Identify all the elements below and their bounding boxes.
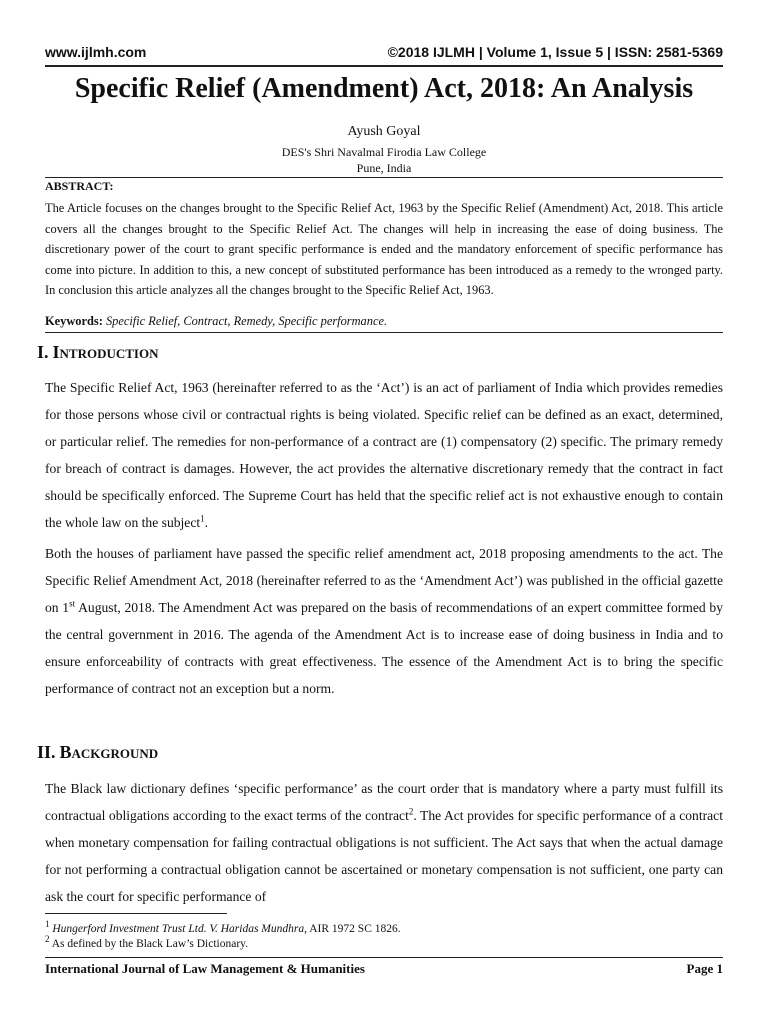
header-divider [45, 65, 723, 67]
running-header [45, 44, 723, 62]
section-title-rest: NTRODUCTION [59, 346, 159, 361]
footnote-text: As defined by the Black Law’s Dictionary. [51, 938, 249, 950]
intro-paragraph-2 [45, 540, 723, 702]
paper-title: Specific Relief (Amendment) Act, 2018: An Analysis [74, 73, 694, 104]
paragraph-text: The Black law dictionary defines ‘specific performance’ as the court order that is mandatory where a party must fulfill its contractual obligations according to the exact terms of the contract [45, 781, 723, 823]
paragraph-text: The Specific Relief Act, 1963 (hereinafter referred to as the ‘Act’) is an act of parliament of India which provides remedies for those persons whose civil or contractual rights is being violated. Specific relief can be defined as an exact, determined, or particular relief. The remedies for non-performance of a contract are (1) compensatory (2) specific. The primary remedy for breach of contract is damages. However, the act provides the alternative discretionary remedy that the contract in fact should be specifically enforced. The Supreme Court has held that the specific relief act is not exhaustive enough to contain the whole law on the subject [45, 380, 723, 530]
section-heading-introduction [37, 342, 159, 363]
author-affiliation-block [45, 144, 723, 176]
section-title-rest: ACKGROUND [71, 746, 159, 761]
abstract-text: The Article focuses on the changes brought to the Specific Relief Act, 1963 by the Specific Relief (Amendment) Act, 2018. This article covers all the changes brought to the Specific Relief Act. The changes will help in increasing the ease of doing business. The discretionary power of the court to grant specific performance is ended and the mandatory enforcement of specific performance has come into picture. In addition to this, a new concept of substituted performance has been introduced as a remedy to the wronged party. In conclusion this article analyzes all the changes brought to the Specific Relief Act, 1963. [45, 201, 723, 297]
footnote-number: 1 [45, 919, 50, 930]
paragraph-text-tail: . The Act provides for specific performance of a contract when monetary compensation for failing contractual obligations is not sufficient. The Act says that when the actual damage for not performing a contractual obligation cannot be ascertained or monetary compensation is not sufficient, one party can ask the court for specific performance of [45, 808, 723, 904]
paragraph-text-tail: . [204, 515, 209, 530]
footnote-citation: , AIR 1972 SC 1826. [304, 923, 401, 935]
footer-divider [45, 957, 723, 958]
section-number: I. [37, 342, 49, 362]
keywords-list: Specific Relief, Contract, Remedy, Specific performance. [105, 314, 388, 328]
footnote-2 [45, 934, 249, 951]
abstract-top-divider [45, 177, 723, 178]
background-paragraph-1 [45, 775, 723, 910]
page-number: Page 1 [686, 961, 723, 976]
paper-page [37, 0, 723, 1024]
section-title-initial: I [52, 342, 60, 362]
intro-paragraph-1 [45, 374, 723, 536]
section-heading-background [37, 742, 158, 763]
journal-website: www.ijlmh.com [45, 44, 147, 60]
footnote-1 [45, 919, 401, 936]
footnote-ref-1[interactable]: 1 [200, 513, 205, 524]
section-title-initial: B [59, 742, 72, 762]
footnote-divider [45, 913, 227, 914]
paragraph-text: Both the houses of parliament have passed the specific relief amendment act, 2018 proposing amendments to the act. The Specific Relief Amendment Act, 2018 (hereinafter referred to as the ‘Amendment Act’) was published in the official gazette on 1 [45, 546, 723, 615]
abstract-body [45, 198, 723, 301]
author-affiliation: DES's Shri Navalmal Firodia Law College [281, 145, 487, 159]
keywords-label: Keywords: [45, 314, 103, 328]
footnote-number: 2 [45, 934, 50, 945]
keywords [45, 312, 723, 330]
paragraph-text-tail: August, 2018. The Amendment Act was prepared on the basis of recommendations of an expert committee formed by the central government in 2016. The agenda of the Amendment Act is to increase ease of doing business in India and to ensure enforceability of contracts with great effectiveness. The essence of the Amendment Act is to bring the specific performance of contract not an exception but a norm. [45, 600, 723, 696]
journal-volume-info: ©2018 IJLMH | Volume 1, Issue 5 | ISSN: 2581-5369 [387, 44, 723, 60]
abstract-label: ABSTRACT: [45, 179, 114, 193]
ordinal-suffix: st [69, 598, 76, 609]
author-name: Ayush Goyal [347, 124, 421, 139]
section-number: II. [37, 742, 56, 762]
footnote-ref-2[interactable]: 2 [408, 806, 414, 817]
author-location: Pune, India [356, 161, 412, 175]
journal-name: International Journal of Law Management & Humanities [45, 961, 365, 976]
footnote-case-name: Hungerford Investment Trust Ltd. V. Haridas Mundhra [52, 923, 305, 935]
abstract-bottom-divider [45, 332, 723, 333]
running-footer [45, 961, 723, 979]
